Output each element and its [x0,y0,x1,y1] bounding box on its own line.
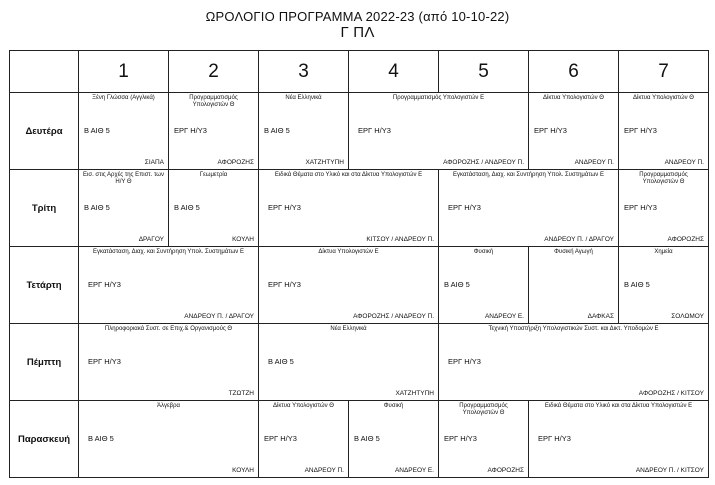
lesson-subject: Νέα Ελληνικά [285,95,322,101]
page-title: ΩΡΟΛΟΓΙΟ ΠΡΟΓΡΑΜΜΑ 2022-23 (από 10-10-22) [205,9,510,24]
day-name: Παρασκευή [10,401,79,478]
lesson-room: ΕΡΓ Η/Υ3 [268,203,301,212]
lesson-teacher: ΑΝΔΡΕΟΥ Π. / ΔΡΑΓΟΥ [544,236,614,243]
lesson-cell [79,93,169,170]
lesson-subject: Άλγεβρα [156,403,180,409]
lesson-room: ΕΡΓ Η/Υ3 [538,434,571,443]
lesson-cell [79,247,259,324]
lesson-cell [529,93,619,170]
lesson-teacher: ΣΙΑΠΑ [144,159,164,166]
lesson-cell [619,247,709,324]
lesson-teacher: ΑΦΟΡΟΖΗΣ / ΑΝΔΡΕΟΥ Π. [353,313,434,320]
lesson-subject: Προγραμματισμός Υπολογιστών Θ [459,403,508,416]
lesson-room: ΕΡΓ Η/Υ3 [534,126,567,135]
lesson-room: Β ΑΙΘ 5 [354,434,380,443]
lesson-room: ΕΡΓ Η/Υ3 [264,434,297,443]
lesson-subject: Δίκτυα Υπολογιστών Θ [633,95,694,101]
lesson-room: Β ΑΙΘ 5 [624,280,650,289]
day-name: Πέμπτη [10,324,79,401]
lesson-teacher: ΔΡΑΓΟΥ [138,236,164,243]
lesson-subject: Εγκατάσταση, Διαχ. και Συντήρηση Υπολ. Συστημάτων Ε [93,249,244,255]
lesson-subject: Γεωμετρία [199,172,228,178]
lesson-subject: Εισ. στις Αρχές της Επιστ. των Η/Υ Θ [83,172,164,185]
lesson-room: ΕΡΓ Η/Υ3 [88,357,121,366]
lesson-room: ΕΡΓ Η/Υ3 [624,203,657,212]
lesson-teacher: ΑΝΔΡΕΟΥ Ε. [394,467,434,474]
lesson-teacher: ΤΖΩΤΖΗ [228,390,254,397]
lesson-teacher: ΑΝΔΡΕΟΥ Π. [574,159,614,166]
lesson-teacher: ΧΑΤΖΗΤΥΠΗ [305,159,344,166]
lesson-room: Β ΑΙΘ 5 [268,357,294,366]
period-header: 7 [619,51,709,93]
lesson-room: ΕΡΓ Η/Υ3 [624,126,657,135]
timetable-body [10,51,709,478]
lesson-subject: Φυσική Αγωγή [554,249,593,255]
day-row [10,324,709,401]
lesson-teacher: ΚΙΤΣΟΥ / ΑΝΔΡΕΟΥ Π. [366,236,434,243]
lesson-cell [169,93,259,170]
lesson-subject: Ειδικά Θέματα στο Υλικό και στα Δίκτυα Υπολογιστών Ε [544,403,693,409]
day-name: Δευτέρα [10,93,79,170]
lesson-cell [259,324,439,401]
lesson-teacher: ΑΝΔΡΕΟΥ Π. / ΚΙΤΣΟΥ [635,467,704,474]
lesson-room: ΕΡΓ Η/Υ3 [444,434,477,443]
lesson-cell [349,93,529,170]
day-name: Τετάρτη [10,247,79,324]
lesson-subject: Προγραμματισμός Υπολογιστών Ε [392,95,485,101]
lesson-cell [619,170,709,247]
lesson-teacher: ΑΦΟΡΟΖΗΣ / ΑΝΔΡΕΟΥ Π. [443,159,524,166]
lesson-subject: Δίκτυα Υπολογιστών Θ [273,403,334,409]
day-row [10,93,709,170]
lesson-subject: Ξένη Γλώσσα (Αγγλικά) [92,95,155,101]
lesson-cell [79,401,259,478]
lesson-cell [529,401,709,478]
lesson-room: ΕΡΓ Η/Υ3 [358,126,391,135]
day-row [10,401,709,478]
lesson-cell [259,93,349,170]
lesson-room: ΕΡΓ Η/Υ3 [268,280,301,289]
lesson-cell [439,324,709,401]
lesson-teacher: ΑΦΟΡΟΖΗΣ [487,467,524,474]
period-header: 6 [529,51,619,93]
lesson-room: ΕΡΓ Η/Υ3 [88,280,121,289]
lesson-room: Β ΑΙΘ 5 [174,203,200,212]
lesson-subject: Προγραμματισμός Υπολογιστών Θ [189,95,238,108]
lesson-room: Β ΑΙΘ 5 [264,126,290,135]
lesson-room: Β ΑΙΘ 5 [444,280,470,289]
lesson-cell [259,247,439,324]
lesson-cell [79,170,169,247]
lesson-teacher: ΔΑΦΚΑΣ [587,313,614,320]
lesson-subject: Προγραμματισμός Υπολογιστών Θ [639,172,688,185]
lesson-subject: Τεχνική Υποστήριξη Υπολογιστικών Συστ. και Δικτ. Υποδομών Ε [488,326,659,332]
lesson-teacher: ΑΝΔΡΕΟΥ Ε. [484,313,524,320]
lesson-cell [79,324,259,401]
lesson-cell [439,170,619,247]
lesson-cell [529,247,619,324]
lesson-cell [439,247,529,324]
period-header: 1 [79,51,169,93]
corner-cell [10,51,79,93]
lesson-room: Β ΑΙΘ 5 [84,126,110,135]
lesson-subject: Νέα Ελληνικά [330,326,367,332]
lesson-teacher: ΑΦΟΡΟΖΗΣ / ΚΙΤΣΟΥ [638,390,704,397]
lesson-cell [169,170,259,247]
day-row [10,170,709,247]
lesson-teacher: ΣΟΛΩΜΟΥ [671,313,704,320]
lesson-subject: Ειδικά Θέματα στο Υλικό και στα Δίκτυα Υπολογιστών Ε [274,172,423,178]
lesson-room: Β ΑΙΘ 5 [88,434,114,443]
lesson-subject: Δίκτυα Υπολογιστών Θ [543,95,604,101]
lesson-teacher: ΑΦΟΡΟΖΗΣ [217,159,254,166]
lesson-teacher: ΚΟΥΛΗ [232,236,254,243]
lesson-teacher: ΚΟΥΛΗ [232,467,254,474]
lesson-subject: Δίκτυα Υπολογιστών Ε [318,249,379,255]
lesson-subject: Πληροφοριακά Συστ. σε Επιχ.& Οργανισμούς Θ [104,326,233,332]
lesson-teacher: ΑΝΔΡΕΟΥ Π. [304,467,344,474]
lesson-teacher: ΑΝΔΡΕΟΥ Π. / ΔΡΑΓΟΥ [184,313,254,320]
lesson-subject: Φυσική [383,403,404,409]
lesson-room: ΕΡΓ Η/Υ3 [174,126,207,135]
lesson-cell [439,401,529,478]
lesson-teacher: ΑΝΔΡΕΟΥ Π. [664,159,704,166]
period-header: 5 [439,51,529,93]
lesson-cell [259,170,439,247]
lesson-subject: Φυσική [473,249,494,255]
class-name: Γ ΠΛ [340,24,375,41]
lesson-teacher: ΧΑΤΖΗΤΥΠΗ [395,390,434,397]
period-header-row [10,51,709,93]
period-header: 4 [349,51,439,93]
period-header: 2 [169,51,259,93]
lesson-cell [619,93,709,170]
lesson-room: ΕΡΓ Η/Υ3 [448,203,481,212]
lesson-cell [349,401,439,478]
lesson-room: ΕΡΓ Η/Υ3 [448,357,481,366]
lesson-cell [259,401,349,478]
lesson-subject: Εγκατάσταση, Διαχ. και Συντήρηση Υπολ. Συστημάτων Ε [453,172,604,178]
lesson-room: Β ΑΙΘ 5 [84,203,110,212]
lesson-subject: Χημεία [654,249,673,255]
period-header: 3 [259,51,349,93]
day-row [10,247,709,324]
lesson-teacher: ΑΦΟΡΟΖΗΣ [667,236,704,243]
timetable [9,50,709,478]
day-name: Τρίτη [10,170,79,247]
